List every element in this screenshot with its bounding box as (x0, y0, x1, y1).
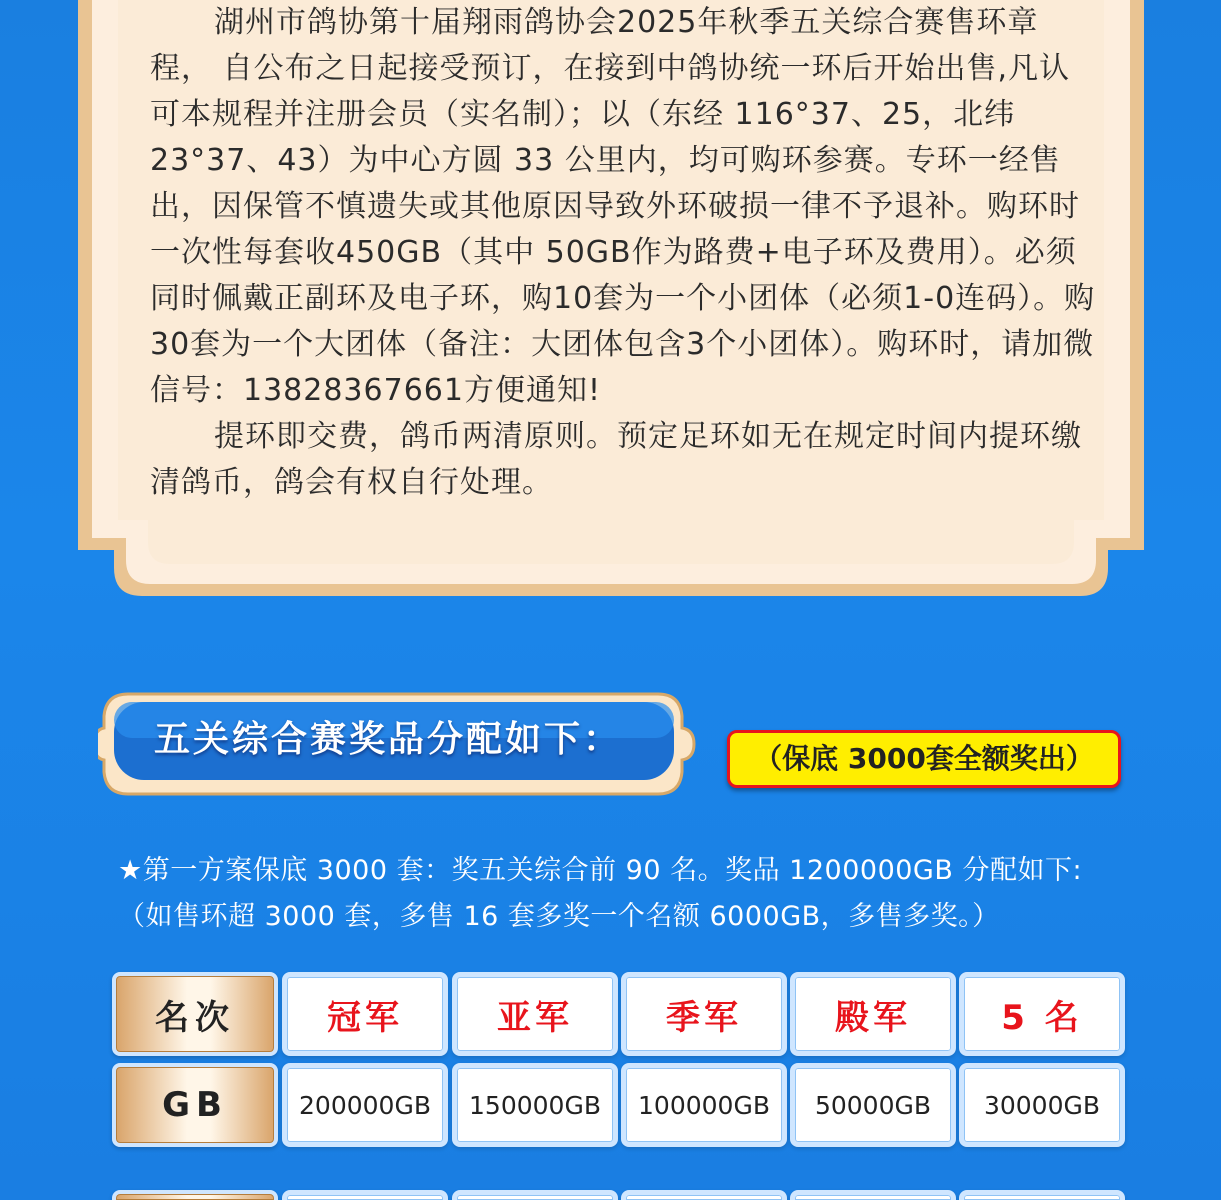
value-cell-2 (452, 1063, 618, 1147)
rules-text-block (150, 0, 1100, 506)
rules-paragraph-1: 湖州市鸽协第十届翔雨鸽协会2025年秋季五关综合赛售环章程， 自公布之日起接受预订，在接到中鸽协统一环后开始出售,凡认可本规程并注册会员（实名制）；以（东经 116°37、25，北纬 23°37、43）为中心方圆 33 公里内，均可购环参赛。专环一经售出，因保管不慎遗失或其他原因导致外环破损一律不予退补。购环时一次性每套收450GB（其中 50GB作为路费+电子环及费用）。必须同时佩戴正副环及电子环，购10套为一个小团体（必须1-0连码）。购30套为一个大团体（备注：大团体包含3个小团体）。购环时，请加微信号：13828367661方便通知! (150, 5, 1096, 408)
section-ribbon (98, 688, 698, 798)
table-header-gb (112, 1063, 278, 1147)
value-cell-5 (959, 1063, 1125, 1147)
prize-note: ★第一方案保底 3000 套：奖五关综合前 90 名。奖品 1200000GB 分配如下:（如售环超 3000 套，多售 16 套多奖一个名额 6000GB，多售多奖。） (118, 855, 1083, 932)
prize-value: 30000GB (983, 1090, 1101, 1120)
prize-value: 50000GB (814, 1090, 932, 1120)
rank-cell-1 (282, 972, 448, 1056)
rules-paragraph-2: 提环即交费，鸽币两清原则。预定足环如无在规定时间内提环缴清鸽币，鸽会有权自行处理。 (150, 419, 1082, 500)
rank-cell-3 (621, 972, 787, 1056)
prize-value: 150000GB (469, 1090, 601, 1120)
next-row-cell (621, 1190, 787, 1200)
section-title: 五关综合赛奖品分配如下： (154, 719, 623, 760)
prize-value: 100000GB (638, 1090, 770, 1120)
guarantee-badge: （保底 3000套全额奖出） (727, 730, 1121, 788)
header-rank-label: 名次 (155, 997, 235, 1038)
next-row-cell (282, 1190, 448, 1200)
rank-cell-2 (452, 972, 618, 1056)
rank-cell-4 (790, 972, 956, 1056)
next-row-cell (790, 1190, 956, 1200)
rank-cell-5 (959, 972, 1125, 1056)
prize-value: 200000GB (299, 1090, 431, 1120)
rank-label: 冠军 (327, 997, 403, 1038)
header-gb-label: GB (162, 1085, 228, 1125)
table-header-rank (112, 972, 278, 1056)
value-cell-3 (621, 1063, 787, 1147)
value-cell-4 (790, 1063, 956, 1147)
rank-label: 亚军 (497, 997, 573, 1038)
next-row-cell (959, 1190, 1125, 1200)
value-cell-1 (282, 1063, 448, 1147)
rank-label: 5 名 (1001, 997, 1083, 1038)
rank-label: 殿军 (835, 997, 911, 1038)
next-row-cell (452, 1190, 618, 1200)
rules-panel (78, 0, 1144, 596)
next-row-header-cell (112, 1190, 278, 1200)
rank-label: 季军 (666, 997, 742, 1038)
